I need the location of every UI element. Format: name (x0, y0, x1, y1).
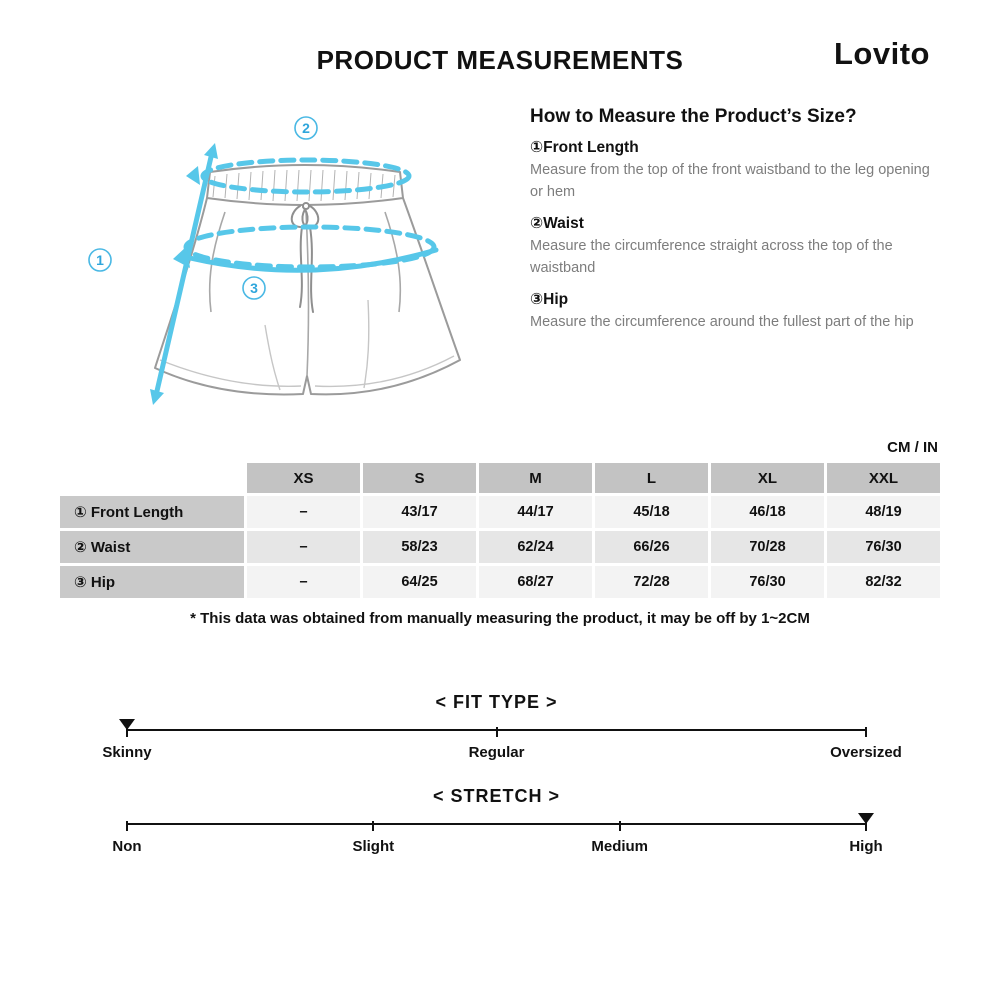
tick (126, 821, 128, 831)
guide-item-hip (530, 290, 940, 333)
scale-label-non: Non (112, 838, 142, 855)
measurement-disclaimer: * This data was obtained from manually measuring the product, it may be off by 1~2CM (190, 610, 810, 627)
guide-item-front-length (530, 138, 940, 204)
tick (865, 727, 867, 737)
table-cell: 76/30 (711, 566, 824, 598)
fit-type-scale (102, 692, 902, 764)
guide-item-label: ③Hip (530, 290, 569, 308)
scale-label-slight: Slight (352, 838, 395, 855)
tick (619, 821, 621, 831)
guide-item-label: ①Front Length (530, 139, 639, 156)
table-cell: 45/18 (595, 496, 708, 528)
table-cell: 66/26 (595, 531, 708, 563)
table-cell: 72/28 (595, 566, 708, 598)
table-cell: – (247, 566, 360, 598)
table-cell: 70/28 (711, 531, 824, 563)
row-label-hip: ③ Hip (60, 566, 244, 598)
stretch-track (127, 823, 866, 825)
guide-heading: How to Measure the Product’s Size? (530, 106, 857, 127)
col-header-m: M (479, 463, 592, 493)
page-title: PRODUCT MEASUREMENTS (316, 45, 684, 75)
stretch-title: < STRETCH > (432, 786, 561, 806)
fit-type-title: < FIT TYPE > (435, 692, 558, 712)
scale-label-high: High (849, 838, 883, 855)
callout-2: 2 (302, 120, 310, 136)
measure-guide (530, 106, 940, 333)
table-cell: – (247, 496, 360, 528)
row-label-front-length: ① Front Length (60, 496, 244, 528)
callout-1: 1 (96, 252, 104, 268)
brand-logo: Lovito (834, 36, 930, 71)
table-cell: 58/23 (363, 531, 476, 563)
table-cell: 64/25 (363, 566, 476, 598)
fit-type-marker-icon (119, 719, 135, 730)
col-header-s: S (363, 463, 476, 493)
tick (496, 727, 498, 737)
shorts-measurement-diagram (60, 100, 500, 445)
fit-type-track (127, 729, 866, 731)
table-cell: 43/17 (363, 496, 476, 528)
shorts-illustration (60, 100, 500, 445)
stretch-scale (112, 786, 883, 858)
row-label-waist: ② Waist (60, 531, 244, 563)
col-header-xl: XL (711, 463, 824, 493)
table-corner-cell (60, 463, 244, 493)
stretch-labels (112, 838, 883, 858)
table-cell: 48/19 (827, 496, 940, 528)
guide-item-desc: Measure the circumference straight across the top of the waistband (530, 237, 893, 277)
scale-label-regular: Regular (468, 744, 525, 761)
table-cell: 62/24 (479, 531, 592, 563)
col-header-xs: XS (247, 463, 360, 493)
table-cell: 76/30 (827, 531, 940, 563)
table-cell: 68/27 (479, 566, 592, 598)
guide-item-label: ②Waist (530, 214, 584, 232)
table-cell: 82/32 (827, 566, 940, 598)
col-header-l: L (595, 463, 708, 493)
stretch-marker-icon (858, 813, 874, 824)
tick (372, 821, 374, 831)
scale-label-medium: Medium (591, 838, 649, 855)
table-cell: 46/18 (711, 496, 824, 528)
table-cell: 44/17 (479, 496, 592, 528)
scale-label-skinny: Skinny (102, 744, 152, 761)
guide-item-desc: Measure the circumference around the fullest part of the hip (530, 313, 914, 330)
fit-type-labels (102, 744, 902, 764)
guide-item-desc: Measure from the top of the front waistband to the leg opening or hem (530, 162, 930, 201)
scale-label-oversized: Oversized (830, 744, 902, 761)
size-table (60, 463, 940, 598)
guide-item-waist (530, 214, 940, 280)
callout-3: 3 (250, 280, 258, 296)
table-cell: – (247, 531, 360, 563)
units-label: CM / IN (887, 439, 938, 456)
col-header-xxl: XXL (827, 463, 940, 493)
